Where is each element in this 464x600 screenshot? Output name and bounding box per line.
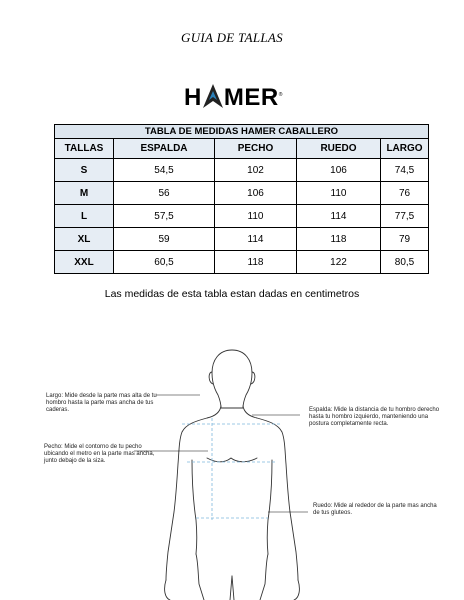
pecho-cell: 106: [215, 182, 297, 205]
largo-cell: 77,5: [381, 205, 429, 228]
hamer-logo: [184, 84, 294, 110]
ruedo-cell: 122: [297, 251, 381, 274]
pecho-cell: 118: [215, 251, 297, 274]
largo-cell: 80,5: [381, 251, 429, 274]
ruedo-cell: 118: [297, 228, 381, 251]
table-row: [55, 205, 429, 228]
ruedo-cell: 110: [297, 182, 381, 205]
header-ruedo: RUEDO: [297, 139, 381, 159]
annotation-pecho: Pecho: Mide el contorno de tu pecho ubicando el metro en la parte mas ancha, junto debajo de la siza.: [44, 444, 155, 464]
size-cell: S: [55, 159, 114, 182]
size-cell: XXL: [55, 251, 114, 274]
ruedo-cell: 106: [297, 159, 381, 182]
size-cell: XL: [55, 228, 114, 251]
annotation-ruedo: Ruedo: Mide al rededor de la parte mas ancha de tus gluteos.: [313, 503, 437, 516]
table-row: [55, 159, 429, 182]
size-cell: L: [55, 205, 114, 228]
body-outline-illustration: [0, 340, 464, 600]
annotation-largo: Largo: Mide desde la parte mas alta de tu hombro hasta la parte mas ancha de tus caderas.: [46, 393, 157, 413]
espalda-cell: 54,5: [114, 159, 215, 182]
espalda-cell: 56: [114, 182, 215, 205]
largo-cell: 74,5: [381, 159, 429, 182]
page-title: GUIA DE TALLAS: [181, 30, 283, 45]
size-cell: M: [55, 182, 114, 205]
size-table: [54, 124, 429, 274]
registered-mark: ®: [278, 92, 283, 98]
largo-cell: 76: [381, 182, 429, 205]
logo-text-mer: MER: [223, 84, 279, 111]
units-note: Las medidas de esta tabla estan dadas en centimetros: [104, 288, 360, 300]
ruedo-cell: 114: [297, 205, 381, 228]
table-row: [55, 251, 429, 274]
espalda-cell: 60,5: [114, 251, 215, 274]
pecho-cell: 102: [215, 159, 297, 182]
logo-text-h: H: [184, 84, 202, 111]
espalda-cell: 57,5: [114, 205, 215, 228]
header-pecho: PECHO: [215, 139, 297, 159]
pecho-cell: 114: [215, 228, 297, 251]
largo-cell: 79: [381, 228, 429, 251]
pecho-cell: 110: [215, 205, 297, 228]
header-espalda: ESPALDA: [114, 139, 215, 159]
annotation-espalda: Espalda: Mide la distancia de tu hombro derecho hasta tu hombro izquierdo, manteniendo una postura completamente recta.: [309, 407, 440, 427]
header-largo: LARGO: [381, 139, 429, 159]
logo-star-icon: [202, 84, 224, 108]
table-header-row: [55, 139, 429, 159]
measurement-figure: [0, 340, 464, 600]
table-row: [55, 182, 429, 205]
table-caption: TABLA DE MEDIDAS HAMER CABALLERO: [55, 125, 429, 139]
espalda-cell: 59: [114, 228, 215, 251]
header-tallas: TALLAS: [55, 139, 114, 159]
table-row: [55, 228, 429, 251]
